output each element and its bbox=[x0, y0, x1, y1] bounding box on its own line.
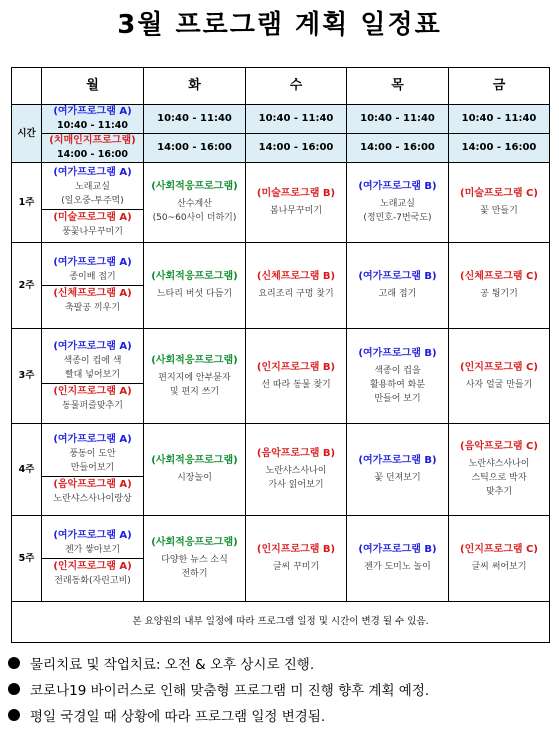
mon-session bbox=[42, 383, 143, 414]
day-header-wed: 수 bbox=[246, 68, 347, 105]
week-mon-cell bbox=[42, 163, 144, 243]
mon-session bbox=[42, 432, 143, 476]
program-name: (인지프로그램 A) bbox=[53, 561, 132, 572]
activity-text: 선 따라 동물 찾기 bbox=[261, 379, 331, 390]
bullet-item bbox=[6, 650, 556, 676]
program-name: (여가프로그램 B) bbox=[358, 271, 437, 282]
program-name: (미술프로그램 C) bbox=[460, 188, 538, 199]
week-fri-cell bbox=[449, 516, 550, 602]
week-fri-cell bbox=[449, 424, 550, 516]
time-thu-am: 10:40 - 11:40 bbox=[347, 105, 449, 134]
activity-text: 고래 접기 bbox=[378, 289, 417, 299]
week-tue-cell bbox=[144, 243, 246, 329]
program-name: (신체프로그램 C) bbox=[460, 271, 538, 282]
activity-text: 편지지에 안부묻자 및 편지 쓰기 bbox=[158, 372, 231, 397]
activity-text: 다양한 뉴스 소식 전하기 bbox=[161, 555, 228, 579]
day-header-fri: 금 bbox=[449, 68, 550, 105]
program-name: (여가프로그램 B) bbox=[358, 181, 437, 192]
bullet-item bbox=[6, 676, 556, 702]
program-name: (미술프로그램 B) bbox=[256, 188, 336, 199]
day-header-thu: 목 bbox=[347, 68, 449, 105]
time-tue-am: 10:40 - 11:40 bbox=[144, 105, 246, 134]
week-fri-cell bbox=[449, 163, 550, 243]
notice-text: 본 요양원의 내부 일정에 따라 프로그램 일정 및 시간이 변경 될 수 있음. bbox=[12, 602, 550, 643]
program-name: (여가프로그램 A) bbox=[53, 167, 132, 178]
time-row-pm bbox=[12, 134, 550, 163]
time-row-am bbox=[12, 105, 550, 134]
activity-text: 글씨 꾸미기 bbox=[272, 562, 320, 572]
time-mon-pm-prog: (치매인지프로그램) bbox=[49, 135, 136, 146]
week-fri-cell bbox=[449, 243, 550, 329]
activity-text: 글씨 써어보기 bbox=[471, 562, 527, 572]
activity-text: 젠가 쌓아보기 bbox=[64, 545, 121, 555]
time-fri-am: 10:40 - 11:40 bbox=[449, 105, 550, 134]
week-row bbox=[12, 424, 550, 516]
page-title: 3월 프로그램 계획 일정표 bbox=[117, 10, 442, 40]
week-thu-cell bbox=[347, 243, 449, 329]
time-mon-pm bbox=[42, 134, 144, 163]
week-thu-cell bbox=[347, 516, 449, 602]
week-row bbox=[12, 243, 550, 329]
activity-text: 전래동화(자린고비) bbox=[54, 576, 131, 586]
bullet-dot-icon bbox=[8, 683, 20, 695]
program-name: (음악프로그램 B) bbox=[256, 448, 336, 459]
week-thu-cell bbox=[347, 163, 449, 243]
mon-session bbox=[42, 209, 143, 240]
activity-text: 노래교실 (정민호-7번국도) bbox=[363, 199, 432, 223]
activity-text: 색종이 컵을 활용하여 화분 만들어 보기 bbox=[369, 365, 426, 404]
week-fri-cell bbox=[449, 329, 550, 424]
activity-text: 시장놀이 bbox=[177, 473, 212, 483]
activity-text: 요리조리 구멍 찾기 bbox=[258, 289, 334, 299]
activity-text: 노란샤스사나이 스틱으로 박자 맞추기 bbox=[468, 459, 530, 497]
bullet-dot-icon bbox=[8, 709, 20, 721]
program-name: (여가프로그램 B) bbox=[358, 455, 437, 466]
week-row bbox=[12, 516, 550, 602]
activity-text: 꽃 만들기 bbox=[480, 206, 518, 216]
mon-session bbox=[42, 165, 143, 209]
week-row bbox=[12, 163, 550, 243]
time-thu-pm: 14:00 - 16:00 bbox=[347, 134, 449, 163]
program-name: (인지프로그램 A) bbox=[53, 385, 132, 397]
week-wed-cell bbox=[246, 329, 347, 424]
bullet-text: 평일 국경일 때 상황에 따라 프로그램 일정 변경됨. bbox=[30, 709, 326, 725]
activity-text: 노래교실 (일오중-투주먹) bbox=[61, 182, 124, 206]
program-name: (신체프로그램 A) bbox=[53, 288, 132, 299]
schedule-table bbox=[11, 67, 550, 643]
activity-text: 꽃 던져보기 bbox=[374, 473, 421, 483]
program-name: (음악프로그램 A) bbox=[53, 479, 132, 490]
corner-cell bbox=[12, 68, 42, 105]
day-header-row bbox=[12, 68, 550, 105]
time-wed-pm: 14:00 - 16:00 bbox=[246, 134, 347, 163]
activity-text: 공 튕기기 bbox=[480, 289, 518, 299]
mon-session bbox=[42, 558, 143, 589]
activity-text: 종이배 접기 bbox=[69, 272, 116, 282]
activity-text: 풍꽃나무꾸미기 bbox=[62, 227, 123, 237]
time-mon-am-prog: (여가프로그램 A) bbox=[53, 106, 132, 117]
mon-session bbox=[42, 528, 143, 558]
activity-text: 느타리 버섯 다듬기 bbox=[156, 289, 233, 299]
program-name: (인지프로그램 B) bbox=[256, 361, 336, 373]
week-tue-cell bbox=[144, 424, 246, 516]
activity-text: 노란샤스사나이 가사 읽어보기 bbox=[265, 466, 327, 490]
program-name: (여가프로그램 A) bbox=[53, 434, 132, 445]
program-name: (여가프로그램 A) bbox=[53, 530, 132, 541]
time-label: 시간 bbox=[12, 105, 42, 163]
day-header-mon: 월 bbox=[42, 68, 144, 105]
program-name: (여가프로그램 A) bbox=[53, 340, 132, 352]
bullet-text: 코로나19 바이러스로 인해 맞춤형 프로그램 미 진행 향후 계획 예정. bbox=[30, 683, 430, 699]
week-row bbox=[12, 329, 550, 424]
activity-text: 색종이 컵에 색 빨대 넣어보기 bbox=[63, 355, 122, 380]
week-mon-cell bbox=[42, 424, 144, 516]
time-tue-pm: 14:00 - 16:00 bbox=[144, 134, 246, 163]
program-name: (사회적응프로그램) bbox=[151, 271, 238, 282]
program-name: (음악프로그램 C) bbox=[460, 441, 538, 452]
activity-text: 동물퍼즐맞추기 bbox=[62, 400, 123, 411]
program-name: (미술프로그램 A) bbox=[53, 212, 132, 223]
time-wed-am: 10:40 - 11:40 bbox=[246, 105, 347, 134]
program-name: (사회적응프로그램) bbox=[151, 455, 238, 466]
activity-text: 사자 얼굴 만들기 bbox=[465, 379, 533, 390]
week-label: 5주 bbox=[12, 516, 42, 602]
program-name: (여가프로그램 B) bbox=[358, 544, 437, 555]
week-tue-cell bbox=[144, 329, 246, 424]
program-name: (사회적응프로그램) bbox=[151, 354, 238, 366]
activity-text: 젠가 도미노 놀이 bbox=[364, 562, 431, 572]
bullet-text: 물리치료 및 작업치료: 오전 & 오후 상시로 진행. bbox=[30, 657, 315, 673]
week-tue-cell bbox=[144, 163, 246, 243]
mon-session bbox=[42, 255, 143, 285]
week-wed-cell bbox=[246, 424, 347, 516]
activity-text: 노란샤스사나이랑상 bbox=[53, 494, 132, 504]
mon-session bbox=[42, 476, 143, 507]
activity-text: 풍동이 도안 만들어보기 bbox=[69, 449, 116, 473]
program-name: (여가프로그램 A) bbox=[53, 257, 132, 268]
program-name: (여가프로그램 B) bbox=[358, 347, 437, 359]
week-label: 2주 bbox=[12, 243, 42, 329]
bullet-item bbox=[6, 702, 556, 728]
time-mon-am bbox=[42, 105, 144, 134]
activity-text: 산수계산 (50~60사이 더하기) bbox=[152, 199, 237, 223]
time-mon-am-time: 10:40 - 11:40 bbox=[56, 120, 129, 131]
program-name: (인지프로그램 B) bbox=[256, 544, 336, 555]
mon-session bbox=[42, 339, 143, 383]
activity-text: 축팔공 끼우기 bbox=[64, 303, 121, 313]
week-mon-cell bbox=[42, 329, 144, 424]
bullet-dot-icon bbox=[8, 657, 20, 669]
week-thu-cell bbox=[347, 329, 449, 424]
week-mon-cell bbox=[42, 243, 144, 329]
notice-row bbox=[12, 602, 550, 643]
program-name: (신체프로그램 B) bbox=[256, 271, 336, 282]
week-label: 4주 bbox=[12, 424, 42, 516]
week-mon-cell bbox=[42, 516, 144, 602]
activity-text: 봄나무꾸미기 bbox=[269, 206, 323, 216]
program-name: (인지프로그램 C) bbox=[460, 361, 538, 373]
week-tue-cell bbox=[144, 516, 246, 602]
week-wed-cell bbox=[246, 243, 347, 329]
time-mon-pm-time: 14:00 - 16:00 bbox=[56, 149, 129, 160]
time-fri-pm: 14:00 - 16:00 bbox=[449, 134, 550, 163]
mon-session bbox=[42, 285, 143, 316]
program-name: (인지프로그램 C) bbox=[460, 544, 538, 555]
bullet-list bbox=[6, 650, 556, 728]
week-label: 3주 bbox=[12, 329, 42, 424]
week-wed-cell bbox=[246, 163, 347, 243]
program-name: (사회적응프로그램) bbox=[151, 537, 238, 548]
week-wed-cell bbox=[246, 516, 347, 602]
day-header-tue: 화 bbox=[144, 68, 246, 105]
program-name: (사회적응프로그램) bbox=[151, 181, 238, 192]
week-label: 1주 bbox=[12, 163, 42, 243]
week-thu-cell bbox=[347, 424, 449, 516]
